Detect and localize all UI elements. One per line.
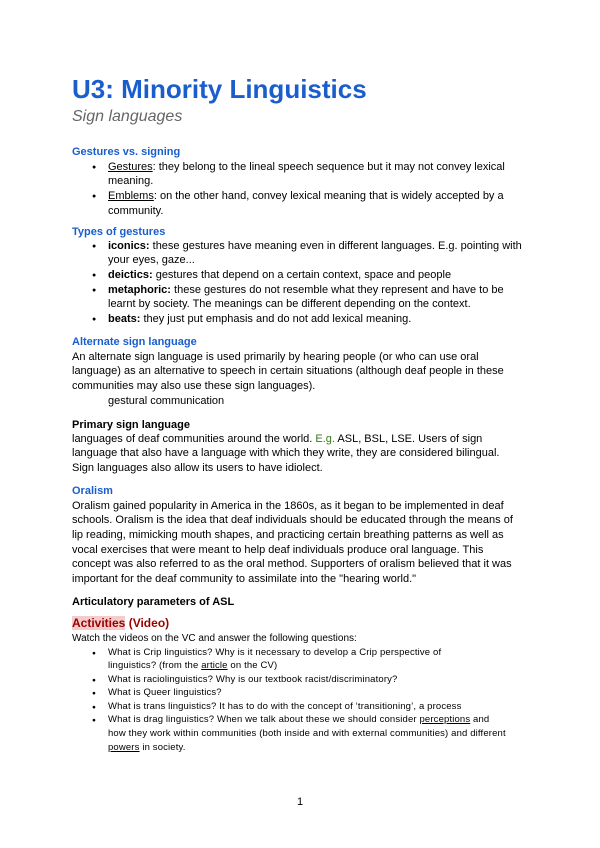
term-metaphoric: metaphoric: (108, 283, 171, 296)
list-item (72, 312, 522, 327)
list-item-line (108, 659, 506, 673)
heading-articulatory-parameters: Articulatory parameters of ASL (72, 595, 235, 608)
primary-sign-language-paragraph (72, 432, 499, 476)
list-item-line (108, 283, 522, 298)
bullet-icon (92, 647, 96, 661)
gestures-vs-signing-list (72, 160, 505, 219)
article-reference: article (201, 660, 228, 672)
heading-oralism: Oralism (72, 484, 113, 497)
list-item (72, 673, 506, 687)
list-item (72, 283, 522, 312)
page-number: 1 (296, 796, 304, 808)
paragraph-line (72, 432, 499, 447)
bullet-icon (92, 687, 96, 701)
paragraph-line: An alternate sign language is used primarily by hearing people (or who can use oral (72, 350, 479, 363)
bullet-icon (92, 269, 96, 284)
oralism-paragraph (72, 499, 513, 587)
list-item-line (108, 204, 505, 219)
bullet-icon (92, 240, 96, 255)
term-emblems: Emblems (108, 189, 154, 202)
term-definition: they just put emphasis and do not add lexical meaning. (140, 313, 412, 326)
activities-highlighted-label: Activities (72, 616, 126, 630)
bullet-icon (92, 714, 96, 728)
types-of-gestures-list (72, 239, 522, 327)
heading-primary-sign-language: Primary sign language (72, 418, 190, 431)
page-subtitle: Sign languages (72, 108, 183, 125)
term-definition-continued: community. (108, 204, 164, 217)
paragraph-line: important for the deaf community to assimilate into the "hearing world." (72, 573, 417, 586)
bullet-icon (92, 313, 96, 328)
paragraph-line: schools. Oralism is the idea that deaf individuals should be educated through the means of (72, 514, 513, 527)
list-item (72, 686, 506, 700)
heading-types-of-gestures: Types of gestures (72, 225, 166, 238)
paragraph-line: lip reading, mimicking mouth shapes, and practicing certain breathing patterns as well as (72, 528, 504, 541)
paragraph-line: language that also have a language with which they write, they are considered bilingual. (72, 447, 500, 460)
term-gestures: Gestures (108, 160, 153, 173)
list-item (72, 239, 522, 268)
paragraph-text: languages of deaf communities around the world. (72, 432, 316, 445)
list-item (72, 268, 522, 283)
list-item (72, 160, 505, 189)
underlined-term-perceptions: perceptions (419, 714, 471, 726)
list-item (72, 700, 506, 714)
alternate-sign-language-paragraph (72, 350, 504, 394)
page-title: U3: Minority Linguistics (72, 74, 367, 104)
bullet-icon (92, 284, 96, 299)
paragraph-line: language) as an alternative to speech in certain situations (although deaf people in these (72, 365, 504, 378)
list-item-line (108, 174, 505, 189)
question-text: What is drag linguistics? When we talk about these we should consider (108, 714, 420, 726)
list-item-line (108, 253, 522, 268)
term-definition-continued: your eyes, gaze... (108, 254, 195, 267)
activities-question-list (72, 646, 506, 755)
list-item-line (108, 239, 522, 254)
heading-activities (72, 616, 169, 630)
term-definition: : on the other hand, convey lexical meaning that is widely accepted by a (153, 189, 504, 202)
paragraph-text: ASL, BSL, LSE. Users of sign (334, 432, 483, 445)
heading-gestures-vs-signing: Gestures vs. signing (72, 145, 181, 158)
question-text: and (470, 714, 490, 726)
list-item-line (108, 160, 505, 175)
activities-intro: Watch the videos on the VC and answer the following questions: (72, 632, 357, 644)
list-item-line (108, 713, 506, 727)
term-beats: beats: (108, 313, 141, 326)
list-item-line: What is Queer linguistics? (108, 687, 222, 699)
list-item (72, 713, 506, 754)
paragraph-line: Oralism gained popularity in America in the 1860s, as it began to be implemented in deaf (72, 499, 504, 512)
activities-label-rest: (Video) (125, 616, 170, 630)
list-item-line (108, 189, 505, 204)
bullet-icon (92, 674, 96, 688)
list-item-line (108, 741, 506, 755)
list-item-line (108, 268, 522, 283)
paragraph-line: vocal exercises that were meant to help deaf individuals produce oral language. This (72, 543, 484, 556)
term-definition: : they belong to the lineal speech sequence but it may not convey lexical (152, 160, 505, 173)
list-item-line (108, 297, 522, 312)
question-text: in society. (139, 741, 186, 753)
term-iconics: iconics: (108, 239, 150, 252)
paragraph-line: Sign languages also allow its users to have idiolect. (72, 461, 323, 474)
list-item-line: What is raciolinguistics? Why is our textbook racist/discriminatory? (108, 673, 398, 685)
alternate-sign-language-note: gestural communication (108, 394, 225, 407)
term-definition: these gestures have meaning even in different languages. E.g. pointing with (149, 239, 522, 252)
paragraph-line: concept was also referred to as the oral method. Supporters of oralism believed that it was (72, 558, 512, 571)
bullet-icon (92, 190, 96, 205)
question-text: linguistics? (from the (108, 660, 202, 672)
list-item (72, 189, 505, 218)
term-definition-continued: learnt by society. The meanings can be different depending on the context. (108, 298, 471, 311)
underlined-term-powers: powers (108, 741, 140, 753)
heading-alternate-sign-language: Alternate sign language (72, 335, 197, 348)
example-marker: E.g. (315, 432, 335, 445)
term-deictics: deictics: (108, 268, 153, 281)
question-text: on the CV) (227, 660, 278, 672)
list-item-line (108, 312, 522, 327)
term-definition: these gestures do not resemble what they represent and have to be (170, 283, 504, 296)
term-definition: gestures that depend on a certain context, space and people (152, 268, 452, 281)
bullet-icon (92, 701, 96, 715)
list-item-line: What is Crip linguistics? Why is it necessary to develop a Crip perspective of (108, 646, 442, 658)
list-item-line: how they work within communities (both inside and with external communities) and different (108, 728, 506, 740)
list-item (72, 646, 506, 673)
term-definition-continued: meaning. (108, 175, 154, 188)
list-item-line: What is trans linguistics? It has to do with the concept of ‘transitioning’, a process (108, 700, 462, 712)
bullet-icon (92, 161, 96, 176)
paragraph-line: communities may also use these sign languages). (72, 379, 316, 392)
